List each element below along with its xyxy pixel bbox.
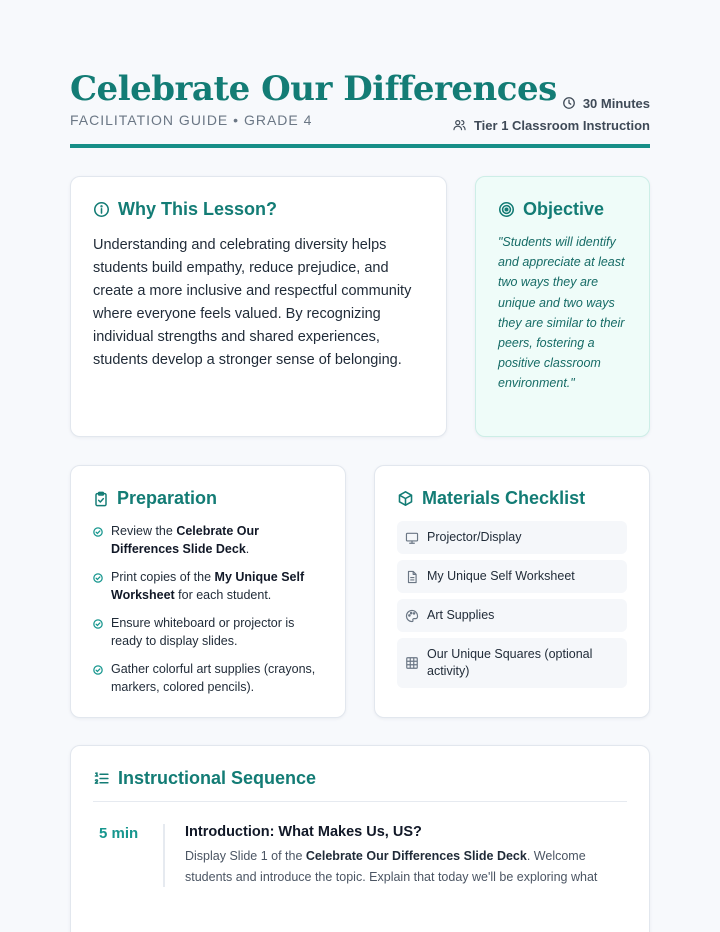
material-item: Art Supplies <box>397 599 627 632</box>
clock-icon <box>562 96 576 110</box>
list-ordered-icon <box>93 770 110 787</box>
preparation-item: Review the Celebrate Our Differences Slide Deck. <box>93 523 323 558</box>
step-description: Display Slide 1 of the Celebrate Our Differences Slide Deck. Welcome students and introduce the topic. Explain that today we'll be exploring what <box>185 849 598 884</box>
material-item: Projector/Display <box>397 521 627 554</box>
tier-row <box>452 114 650 136</box>
preparation-list <box>93 523 323 696</box>
preparation-item: Ensure whiteboard or projector is ready to display slides. <box>93 615 323 650</box>
materials-list <box>397 521 627 688</box>
step-title: Introduction: What Makes Us, US? <box>185 824 422 840</box>
objective-quote: "Students will identify and appreciate at least two ways they are unique and two ways they are similar to their peers, fostering a positive classroom environment." <box>498 235 625 391</box>
page-subtitle: FACILITATION GUIDE • GRADE 4 <box>70 112 313 128</box>
materials-title: Materials Checklist <box>422 488 586 508</box>
why-lesson-title: Why This Lesson? <box>118 199 278 219</box>
check-circle-icon <box>93 573 103 583</box>
preparation-item: Gather colorful art supplies (crayons, markers, colored pencils). <box>93 661 323 696</box>
users-icon <box>452 118 467 132</box>
info-icon <box>93 201 110 218</box>
clipboard-check-icon <box>93 490 109 508</box>
tier-text: Tier 1 Classroom Instruction <box>473 117 650 133</box>
materials-card <box>374 465 650 718</box>
why-lesson-heading <box>93 199 424 220</box>
material-item: Our Unique Squares (optional activity) <box>397 638 627 688</box>
lesson-meta <box>452 92 650 136</box>
duration-text: 30 Minutes <box>582 95 650 111</box>
sequence-step <box>93 824 627 887</box>
sequence-title: Instructional Sequence <box>118 768 317 788</box>
objective-heading <box>498 199 627 220</box>
monitor-icon <box>405 531 419 545</box>
box-icon <box>397 490 414 507</box>
page-title: Celebrate Our Differences <box>70 69 557 109</box>
why-lesson-card <box>70 176 447 437</box>
preparation-heading <box>93 488 323 509</box>
target-icon <box>498 201 515 218</box>
preparation-item: Print copies of the My Unique Self Worksheet for each student. <box>93 569 323 604</box>
grid-icon <box>405 656 419 670</box>
check-circle-icon <box>93 527 103 537</box>
palette-icon <box>405 609 419 623</box>
page-header <box>70 66 650 148</box>
why-lesson-body: Understanding and celebrating diversity helps students build empathy, reduce prejudice, and create a more inclusive and respectful community where everyone feels valued. By recognizing individual strengths and shared experiences, students develop a stronger sense of belonging. <box>93 237 412 368</box>
materials-heading <box>397 488 627 509</box>
preparation-title: Preparation <box>117 488 218 508</box>
sequence-heading <box>93 768 627 802</box>
preparation-card <box>70 465 346 718</box>
step-content <box>185 824 627 887</box>
check-circle-icon <box>93 665 103 675</box>
objective-card <box>475 176 650 437</box>
step-time: 5 min <box>93 824 165 887</box>
sequence-card <box>70 745 650 932</box>
duration-row <box>452 92 650 114</box>
objective-title: Objective <box>523 199 605 219</box>
check-circle-icon <box>93 619 103 629</box>
document-icon <box>405 570 419 584</box>
material-item: My Unique Self Worksheet <box>397 560 627 593</box>
